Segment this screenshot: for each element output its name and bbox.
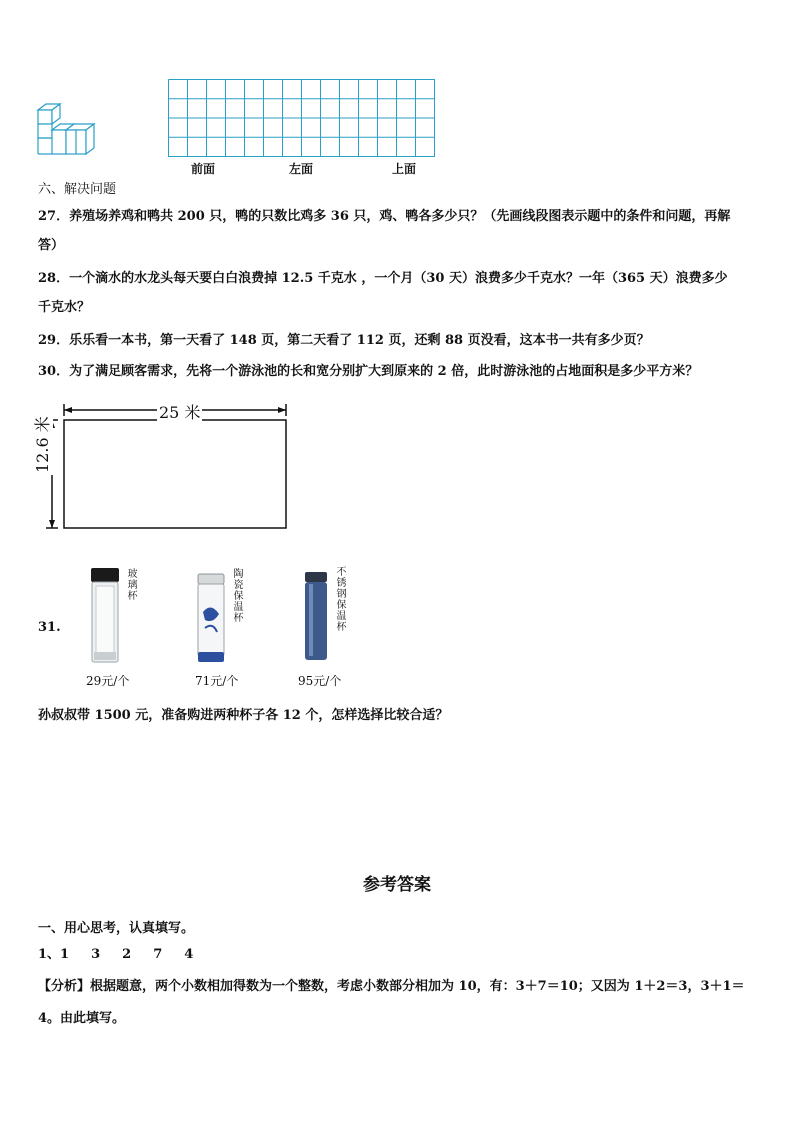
grid-label-top: 上面 — [392, 162, 417, 176]
answer-1-value: 1 — [60, 947, 70, 962]
grid-label-left: 左面 — [289, 162, 314, 176]
answer-1-value: 7 — [153, 947, 163, 962]
problem-31-number: 31. — [38, 620, 61, 635]
answer-1-number: 1、 — [38, 947, 61, 962]
ceramic-cup-label: 陶瓷保温杯 — [231, 568, 242, 623]
steel-cup-price: 95元/个 — [298, 674, 342, 688]
answers-section1: 一、用心思考，认真填写。 — [38, 921, 195, 936]
glass-cup-image — [88, 566, 122, 664]
ceramic-cup-image — [195, 572, 227, 664]
analysis-line1: 【分析】根据题意，两个小数相加得数为一个整数，考虑小数部分相加为 10，有：3＋7＝10；又因为 1＋2＝3，3＋1＝ — [38, 979, 745, 994]
problem-31-text: 孙叔叔带 1500 元，准备购进两种杯子各 12 个，怎样选择比较合适？ — [38, 708, 449, 723]
pool-width-label: 12.6 米 — [30, 414, 53, 475]
steel-cup-image — [303, 570, 329, 662]
answers-title: 参考答案 — [363, 875, 431, 895]
problem-28-line2: 千克水？ — [38, 300, 91, 315]
problem-27-line1: 27．养殖场养鸡和鸭共 200 只，鸭的只数比鸡多 36 只，鸡、鸭各多少只？（先画线段图表示题中的条件和问题，再解 — [38, 209, 731, 224]
analysis-line2: 4。由此填写。 — [38, 1011, 126, 1026]
ceramic-cup-price: 71元/个 — [195, 674, 239, 688]
section-title: 六、解决问题 — [38, 182, 117, 197]
answer-1-value: 2 — [122, 947, 132, 962]
problem-27-line2: 答） — [38, 238, 65, 253]
drawing-grid — [168, 79, 436, 158]
grid-label-front: 前面 — [191, 162, 216, 176]
pool-length-label: 25 米 — [157, 400, 202, 423]
problem-28-line1: 28．一个滴水的水龙头每天要白白浪费掉 12.5 千克水 ，一个月（30 天）浪费多少千克水？一年（365 天）浪费多少 — [38, 271, 728, 286]
problem-29: 29．乐乐看一本书，第一天看了 148 页，第二天看了 112 页，还剩 88 页没看，这本书一共有多少页？ — [38, 333, 650, 348]
answer-1-value: 3 — [91, 947, 101, 962]
cube-stack-figure — [36, 100, 100, 158]
problem-30: 30．为了满足顾客需求，先将一个游泳池的长和宽分别扩大到原来的 2 倍，此时游泳池的占地面积是多少平方米？ — [38, 364, 699, 379]
steel-cup-label: 不锈钢保温杯 — [334, 566, 345, 632]
glass-cup-price: 29元/个 — [86, 674, 130, 688]
answer-1-value: 4 — [184, 947, 194, 962]
glass-cup-label: 玻璃杯 — [125, 568, 136, 601]
answer-1 — [38, 947, 193, 963]
